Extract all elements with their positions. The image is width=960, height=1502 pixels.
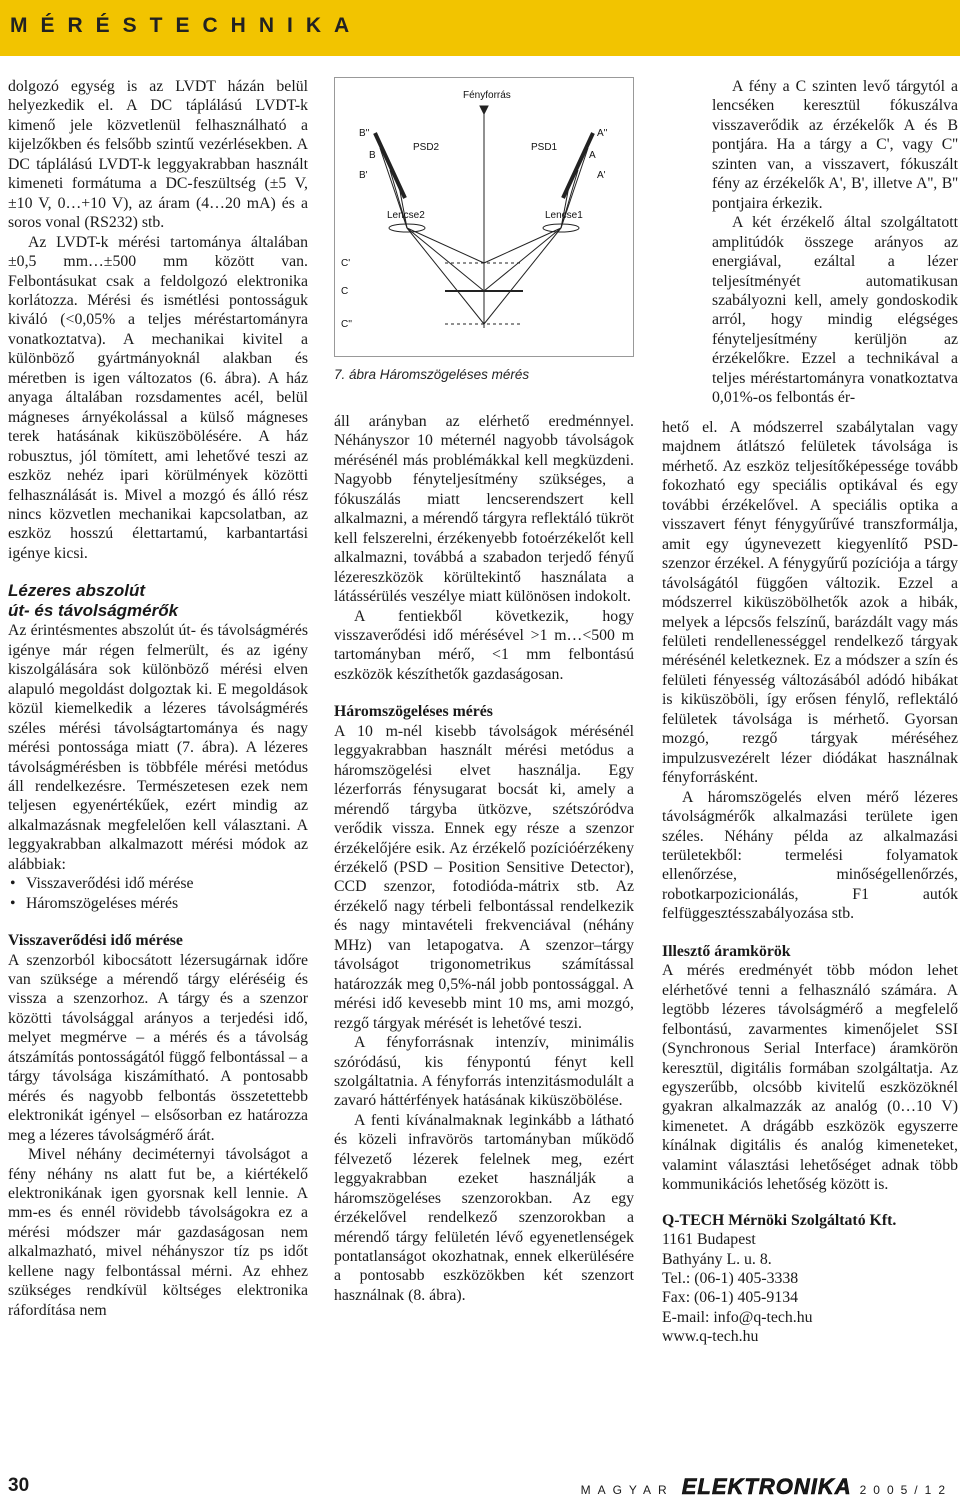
- label-psd2: PSD2: [413, 142, 440, 153]
- list-item: • Háromszögeléses mérés: [8, 894, 308, 913]
- company-name: Q-TECH Mérnöki Szolgáltató Kft.: [662, 1211, 897, 1229]
- paragraph: dolgozó egység is az LVDT házán belül helyezkedik el. A DC táplálású LVDT-k kimenő jele közvetlenül felhasználható a kijelzőkben és felsőbb szintű vezérlésekben. A DC táplálású LVDT-k leggyakrabban használt kimeneti formátuma a DC-feszültség (±5 V, ±10 V, 0…+10 V), az áram (4…20 mA) és a soros vonal (RS232) stb.: [8, 78, 308, 232]
- label-b-prime: B': [359, 170, 368, 181]
- figure-caption: 7. ábra Háromszögeléses mérés: [334, 367, 530, 382]
- psd2-sensor: [375, 133, 405, 198]
- column-right: [662, 418, 958, 1347]
- label-b-double-prime: B'': [359, 128, 370, 139]
- paragraph: Az érintésmentes abszolút út- és távolságmérés igénye már régen felmerült, és az igény kiszolgálására sok különböző mérési elven alapuló megoldást dolgoztak ki. E megoldások közül kiemelkedik a lézeres távolságmérés széles mérési távolságtartománya és nagy mérési pontossága miatt (7. ábra). A lézeres távolságmérésben is többféle mérési metódus áll rendelkezésre. Természetesen ezek nem teljesen egyenértékűek, ezért mindig az alkalmazásnak megfelelően kell választani. A leggyakrabban alkalmazott mérési módok az alábbiak:: [8, 622, 308, 873]
- heading-circuits: Illesztő áramkörök: [662, 942, 791, 960]
- list-item: • Visszaverődési idő mérése: [8, 874, 308, 893]
- label-a-prime: A': [597, 170, 606, 181]
- paragraph: A fényforrásnak intenzív, minimális szóródású, kis fénypontú fényt kell szolgáltatnia. A fényforrás intenzitásmodulált a zavaró háttérfények hatásának kiküszöbölése.: [334, 1034, 634, 1110]
- label-b: B: [369, 150, 376, 161]
- paragraph: A háromszögelés elven mérő lézeres távolságmérők alkalmazási területe igen széles. Néhány példa az alkalmazási területekből: termelési folyamatok ellenőrzése, minőségellenőrzés, robotkarpozicionálás, F1 autók felfüggesztésszabályozása stb.: [662, 788, 958, 923]
- label-c-prime: C': [341, 258, 351, 269]
- paragraph: A fentiekből következik, hogy visszaverődési idő mérésével >1 m…<500 m tartományban mérő, <1 mm felbontású eszközök készíthetők gazdaságosan.: [334, 607, 634, 683]
- section-header-band: [0, 0, 960, 56]
- heading-reflection: Visszaverődési idő mérése: [8, 932, 183, 950]
- contact-email: E-mail: info@q-tech.hu: [662, 1308, 813, 1326]
- label-lens2: Lencse2: [387, 210, 425, 221]
- ray-right-c: [484, 228, 561, 291]
- ray-right-c1: [484, 228, 561, 263]
- bullet-list: [8, 874, 308, 913]
- paragraph: A fény a C szinten levő tárgytól a lencséken keresztül fókuszálva visszaverődik az érzékelők A és B pontjára. Ha a tárgy a C', vagy C'' szinten van, a visszavert, fókuszált fény az érzékelők A', B', illetve A'', B'' pontjaira érkezik.: [712, 78, 958, 212]
- page-number: 30: [8, 1475, 30, 1496]
- paragraph: áll arányban az elérhető eredménnyel. Néhányszor 10 méternél nagyobb távolságok mérésénél más problémákkal kell megküzdeni. Nagyobb fényteljesítmény szükséges, a fókuszálás miatt lencserendszert kell alkalmazni, a mérendő tárgyra reflektáló tükröt kell felszerelni, érzékenyebb fotoérzékelőt kell alkalmazni, továbbá a szabadon terjedő fényű lézereszközök körültekintő használata a látássérülés veszélye miatt különösen indokolt.: [334, 413, 634, 606]
- contact-tel: Tel.: (06-1) 405-3338: [662, 1270, 799, 1288]
- magazine-prefix: MAGYAR: [580, 1483, 674, 1497]
- ray-left-c2: [407, 228, 484, 324]
- psd1-sensor: [563, 133, 593, 198]
- column-right-top: [712, 77, 958, 408]
- contact-block: [662, 1211, 958, 1347]
- paragraph: A szenzorból kibocsátott lézersugárnak időre van szüksége a mérendő tárgy eléréséig és vissza a szenzorhoz. A tárgy és a szenzor közötti távolsággal arányos a terjedési idő, melyet megmérve – a mérés és a távolság átszámítás pontosságától függő felbontással – a tárgy távolsága kiszámítható. A pontosabb mérés és nagyobb felbontás összetettebb elektronikát igényel – elsősorban ez határozza meg a lézeres távolságmérő árát.: [8, 951, 308, 1144]
- contact-fax: Fax: (06-1) 405-9134: [662, 1289, 799, 1307]
- label-c-double-prime: C'': [341, 319, 353, 330]
- ray-left-c: [407, 228, 484, 291]
- paragraph: A két érzékelő által szolgáltatott amplitúdók összege arányos az energiával, ezáltal a lézer teljesítményét automatikusan szabályozni kell, amely gondoskodik arról, hogy mindig elégséges fényteljesítmény kerüljön az érzékelőkre. Ezzel a technikával a teljes méréstartományra vonatkoztatva 0,01%-os felbontás ér-: [712, 214, 958, 407]
- label-a: A: [589, 150, 596, 161]
- label-psd1: PSD1: [531, 142, 558, 153]
- ray-right-c2: [484, 228, 561, 324]
- figure-triangulation-diagram: [334, 77, 634, 357]
- contact-web: www.q-tech.hu: [662, 1328, 759, 1346]
- heading-laser-line1: Lézeres abszolút: [8, 581, 145, 601]
- paragraph: Mivel néhány deciméternyi távolságot a fény néhány ns alatt fut be, a kiértékelő elektronikának igen gyorsnak kell lennie. A mm-es és ennél rövidebb távolságokra ez a mérési módszer már gazdaságosan nem alkalmazható, mivel néhányszor tíz ps időt kellene nagy felbontással mérni. Az ehhez szükséges rendkívül költséges elektronika ráfordítása nem: [8, 1146, 308, 1319]
- triangulation-svg: [335, 78, 633, 356]
- label-a-double-prime: A'': [597, 128, 608, 139]
- label-light-source: Fényforrás: [463, 90, 511, 101]
- light-source-icon: [480, 106, 488, 114]
- heading-laser-line2: út- és távolságmérők: [8, 601, 179, 621]
- heading-laser: [8, 581, 308, 621]
- section-title: MÉRÉSTECHNIKA: [10, 14, 363, 37]
- contact-street: Bathyány L. u. 8.: [662, 1250, 772, 1268]
- paragraph: hető el. A módszerrel szabálytalan vagy majdnem átlátszó felületek távolsága is mérhető. Az eszköz teljesítőképessége tovább fokozható egy speciális optikával és egy további érzékelővel. A speciális optika a visszavert fényt fénygyűrűvé transzformálja, amit egy úgynevezett kiegyenlítő PSD-szenzor érzékel. A fénygyűrű pozíciója a tárgy távolságától függően változik. Ezzel a módszerrel kiküszöbölhetők azok a hibák, melyek a lépcsős felszínű, barázdált vagy más felületi rendellenességgel rendelkező tárgyak mérésénél keletkeznek. Ez a módszer a szín és felületi fényesség változásából adódó hibákat is kiküszöböli, így erősen fénylő, reflektáló felületek távolsága is mérhető. Gyorsan mozgó, rezgő tárgyak méréséhez impulzusvezérelt lézer diódákat használnak fényforrásként.: [662, 419, 958, 787]
- label-lens1: Lencse1: [545, 210, 583, 221]
- heading-triangulation: Háromszögeléses mérés: [334, 703, 493, 721]
- contact-city: 1161 Budapest: [662, 1231, 756, 1249]
- magazine-footer: [581, 1474, 952, 1500]
- magazine-logo: ELEKTRONIKA: [681, 1474, 852, 1499]
- label-c: C: [341, 286, 349, 297]
- column-left: [8, 77, 308, 1320]
- paragraph: A fenti kívánalmaknak leginkább a látható és közeli infravörös tartományban működő félvezető lézerek felelnek meg, ezért leggyakrabban ezeket használják a háromszögeléses szenzorokban. Az egy érzékelővel rendelkező szenzorokban a mérendő tárgy felületén lévő egyenetlenségek pontatlanságot okozhatnak, ennek elkerülésére a pontosabb eszközökben két szenzort használnak (8. ábra).: [334, 1111, 634, 1304]
- magazine-issue: 2005/12: [859, 1483, 952, 1497]
- ray-left-c1: [407, 228, 484, 263]
- paragraph: A mérés eredményét több módon lehet elérhetővé tenni a felhasználó számára. A legtöbb lézeres távolságmérő a megfelelő felbontású, zavarmentes kimenőjelet SSI (Synchronous Serial Interface) áramkörön keresztül, digitális formában szolgáltatja. Az egyszerűbb, olcsóbb kivitelű eszközöknél gyakran alkalmazzák az analóg (0…10 V) kimenetet. A drágább eszközök egyszerre kínálnak digitális és analóg kimeneteket, valamint választási lehetőséget adnak több kommunikációs lehetőség között is.: [662, 962, 958, 1194]
- paragraph: Az LVDT-k mérési tartománya általában ±0,5 mm…±500 mm között van. Felbontásukat csak a feldolgozó elektronika korlátozza. Mérési és ismétlési pontosságuk kiváló (<0,05% a teljes méréstartományra vonatkoztatva). A mechanikai kivitel a különböző gyártmányoknál alakban és méretben is igen változatos (6. ábra). A ház anyaga általában rozsdamentes acél, belül mágneses árnyékolással a külső mágneses terek hatásának kiküszöbölésére. A ház robusztus, jól tömített, ami lehetővé teszi az eszköz nehéz ipari körülmények közötti felhasználását is. Mivel a mozgó és álló rész nincs közvetlen mechanikai kapcsolatban, az eszköz hosszú élettartamú, karbantartási igénye kicsi.: [8, 233, 308, 562]
- column-middle: [334, 412, 634, 1305]
- paragraph: A 10 m-nél kisebb távolságok mérésénél leggyakrabban használt mérési metódus a háromszögelési elvet használja. Egy lézerforrás fénysugarat bocsát ki, amely a mérendő tárgyba ütközve, szétszóródva verődik vissza. Ennek egy része a szenzor érzékelőjére esik. Az érzékelő pozícióérzékeny érzékelő (PSD – Position Sensitive Detector), CCD szenzor, fotodióda-mátrix stb. Az érzékelő nagy térbeli felbontással rendelkezik és nagy mintavételi frekvenciával (néhány MHz) van letapogatva. A szenzor–tárgy távolságot trigonometrikus számítással határozzák meg 0,5%-nál jobb pontossággal. A mérési idő kevesebb mint 10 ms, ami mozgó, rezgő tárgyak mérését is lehetővé teszi.: [334, 722, 634, 1032]
